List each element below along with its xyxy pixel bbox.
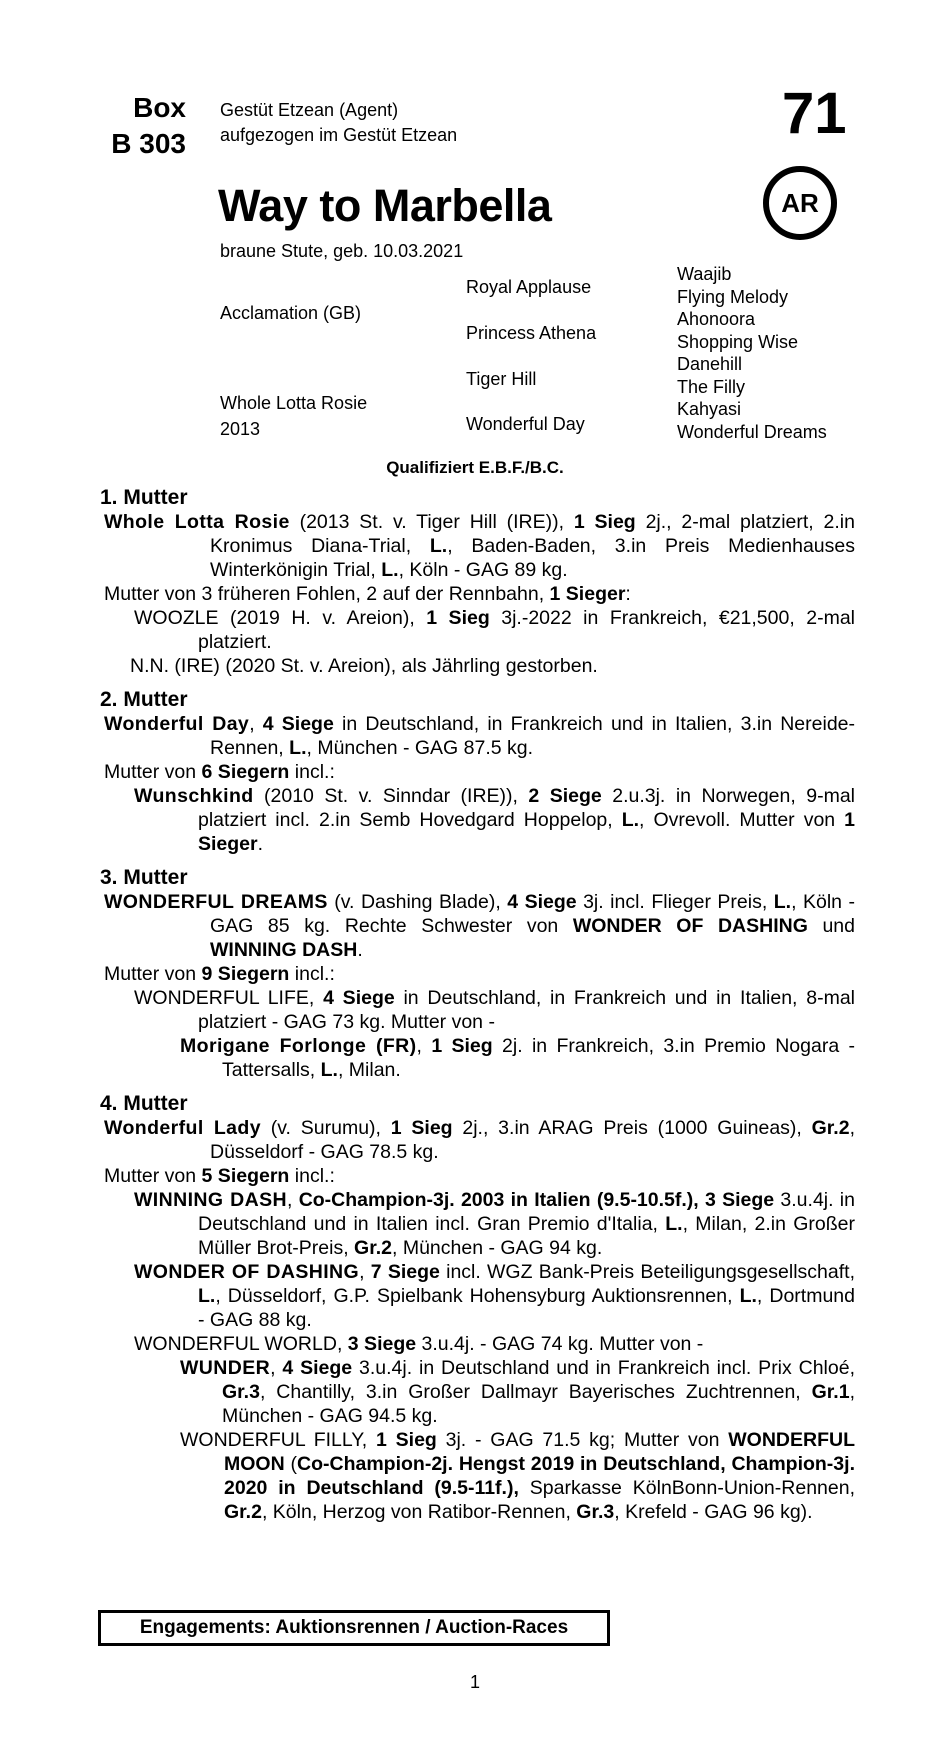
produce-summary: Mutter von 9 Siegern incl.: [104,963,335,985]
engagements-box: Engagements: Auktionsrennen / Auction-Races [98,1610,610,1646]
pedigree-great-grandparent: Ahonoora [677,309,756,329]
dam-name: WONDERFUL DREAMS [104,891,328,913]
section-mutter-3 [100,866,855,1082]
pedigree-sire: Acclamation (GB) [220,303,362,323]
pedigree-great-grandparents [677,263,827,443]
offspring-entry: WOOZLE (2019 H. v. Areion), 1 Sieg 3j.-2022 in Frankreich, €21,500, 2-mal platziert. [134,607,855,653]
page-number: 1 [469,1672,480,1692]
section-mutter-1 [100,486,855,678]
produce-summary: Mutter von 5 Siegern incl.: [104,1165,335,1187]
section-mutter-4 [100,1092,855,1524]
section-title: 3. Mutter [100,866,188,889]
bred-info: aufgezogen im Gestüt Etzean [220,125,458,145]
pedigree-great-grandparent: Danehill [677,354,743,374]
section-mutter-2 [100,688,855,856]
dam-paragraph: Whole Lotta Rosie (2013 St. v. Tiger Hill (IRE)), 1 Sieg 2j., 2-mal platziert, 2.in Kronimus Diana-Trial, L., Baden-Baden, 3.in Preis Medienhauses Winterkönigin Trial, L., Köln - GAG 89 kg. [104,511,855,581]
offspring-name: WUNDER [180,1357,271,1379]
offspring-name: Morigane Forlonge (FR) [180,1035,417,1057]
lot-number: 71 [782,81,847,146]
dam-paragraph: WONDERFUL DREAMS (v. Dashing Blade), 4 Siege 3j. incl. Flieger Preis, L., Köln - GAG 85 kg. Rechte Schwester von WONDER OF DASHING und WINNING DASH. [104,891,856,961]
pedigree-great-grandparent: Wonderful Dreams [677,421,827,442]
pedigree-great-grandparent: Kahyasi [677,399,742,419]
offspring-name: WONDERFUL FILLY [180,1429,362,1451]
pedigree-grandparent: Tiger Hill [466,369,537,389]
offspring-entry: WONDERFUL WORLD, 3 Siege 3.u.4j. - GAG 74 kg. Mutter von - [134,1333,704,1355]
produce-summary: Mutter von 3 früheren Fohlen, 2 auf der Rennbahn, 1 Sieger: [104,583,631,605]
ar-badge-text: AR [781,187,819,218]
offspring-name: WONDERFUL LIFE [134,987,309,1009]
pedigree-grandparent: Royal Applause [466,277,592,297]
offspring-entry: WUNDER, 4 Siege 3.u.4j. in Deutschland und in Frankreich incl. Prix Chloé, Gr.3, Chantilly, 3.in Großer Dallmayr Bayerisches Zuchtrennen, Gr.1, München - GAG 94.5 kg. [180,1357,855,1427]
offspring-name: WONDER OF DASHING [134,1261,360,1283]
offspring-entry: WONDER OF DASHING, 7 Siege incl. WGZ Bank-Preis Beteiligungsgesellschaft, L., Düsseldorf, G.P. Spielbank Hohensyburg Auktionsrennen, L., Dortmund - GAG 88 kg. [134,1261,855,1331]
qualification-note: Qualifiziert E.B.F./B.C. [386,458,564,477]
consignor-name: Gestüt Etzean (Agent) [220,100,399,120]
ar-badge [763,166,837,240]
offspring-name: Wunschkind [134,785,254,807]
section-title: 4. Mutter [100,1092,188,1115]
horse-description: braune Stute, geb. 10.03.2021 [220,241,464,261]
pedigree-great-grandparent: The Filly [677,376,746,397]
dam-paragraph: Wonderful Lady (v. Surumu), 1 Sieg 2j., 3.in ARAG Preis (1000 Guineas), Gr.2, Düsseldorf - GAG 78.5 kg. [104,1117,855,1163]
box-number: B 303 [111,128,186,159]
offspring-entry: N.N. (IRE) (2020 St. v. Areion), als Jährling gestorben. [130,655,598,677]
offspring-entry: Morigane Forlonge (FR), 1 Sieg 2j. in Frankreich, 3.in Premio Nogara - Tattersalls, L., Milan. [180,1035,856,1081]
pedigree-great-grandparent: Shopping Wise [677,331,799,352]
dam-name: Wonderful Lady [104,1117,261,1139]
offspring-entry: WONDERFUL LIFE, 4 Siege in Deutschland, in Frankreich und in Italien, 8-mal platziert - GAG 73 kg. Mutter von - [134,987,855,1033]
offspring-entry: WINNING DASH, Co-Champion-3j. 2003 in Italien (9.5-10.5f.), 3 Siege 3.u.4j. in Deutschland und in Italien incl. Gran Premio d'Italia, L., Milan, 2.in Großer Müller Brot-Preis, Gr.2, München - GAG 94 kg. [134,1189,855,1259]
pedigree-great-grandparent: Waajib [677,264,732,284]
pedigree-grandparent: Wonderful Day [466,414,585,434]
dam-paragraph: Wonderful Day, 4 Siege in Deutschland, in Frankreich und in Italien, 3.in Nereide-Rennen, L., München - GAG 87.5 kg. [104,713,855,759]
dam-line-content [100,486,855,1534]
consignor-info [220,98,457,148]
offspring-entry: Wunschkind (2010 St. v. Sinndar (IRE)), 2 Siege 2.u.3j. in Norwegen, 9-mal platziert incl. 2.in Semb Hovedgard Hoppelop, L., Ovrevoll. Mutter von 1 Sieger. [134,785,855,855]
dam-name: Wonderful Day [104,713,250,735]
offspring-name: WONDERFUL WORLD [134,1333,337,1355]
offspring-entry: WONDERFUL FILLY, 1 Sieg 3j. - GAG 71.5 kg; Mutter von WONDERFUL MOON (Co-Champion-2j. Hengst 2019 in Deutschland, Champion-3j. 2020 in Deutschland (9.5-11f.), Sparkasse KölnBonn-Union-Rennen, Gr.2, Köln, Herzog von Ratibor-Rennen, Gr.3, Krefeld - GAG 96 kg). [180,1429,855,1523]
section-title: 1. Mutter [100,486,188,509]
produce-summary: Mutter von 6 Siegern incl.: [104,761,335,783]
offspring-name: WOOZLE [134,607,219,629]
dam-name: Whole Lotta Rosie [104,511,290,533]
pedigree-grandparent: Princess Athena [466,323,597,343]
pedigree-great-grandparent: Flying Melody [677,286,789,307]
horse-name: Way to Marbella [218,180,552,231]
section-title: 2. Mutter [100,688,188,711]
box-line-1: Box [133,92,186,123]
pedigree-dam-year: 2013 [220,419,261,439]
box-label [96,90,186,162]
offspring-name: WINNING DASH [134,1189,287,1211]
pedigree-dam: Whole Lotta Rosie [220,393,368,413]
